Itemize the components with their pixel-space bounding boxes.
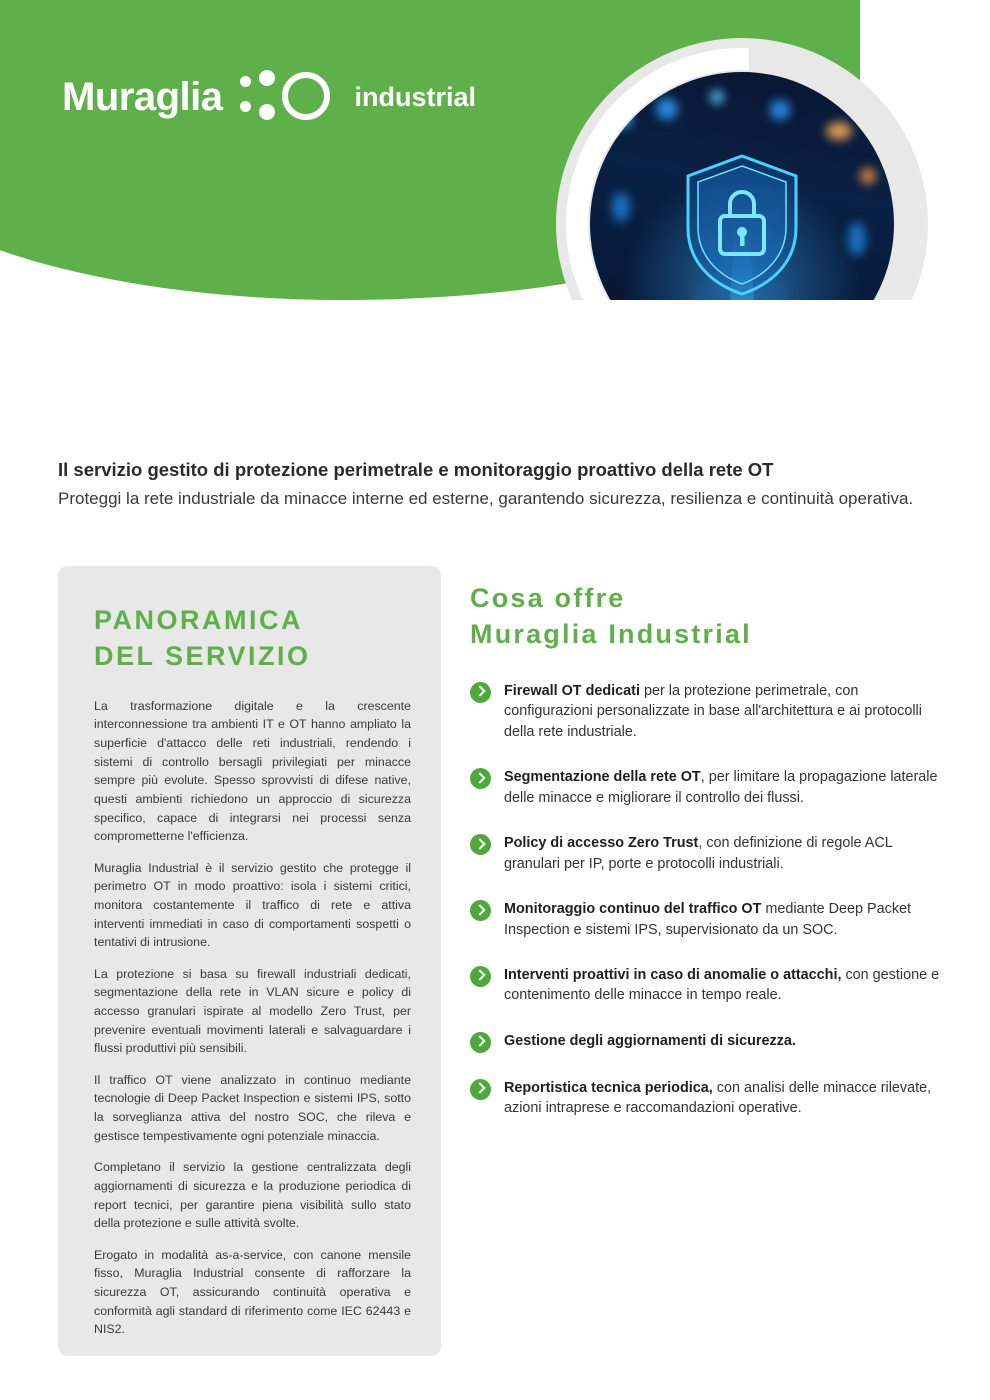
brand-lockup [62,68,476,126]
offer-column-title [470,580,940,653]
overview-title-line1: PANORAMICA [94,605,303,635]
overview-panel-body [94,697,411,1339]
list-item [470,1031,940,1053]
chevron-right-circle-icon [470,1079,491,1100]
brand-subtitle: industrial [354,81,476,112]
list-item-text [504,767,940,808]
list-item [470,681,940,742]
overview-paragraph: Il traffico OT viene analizzato in continuo mediante tecnologie di Deep Packet Inspection e sistemi IPS, sotto la sorveglianza attiva del nostro SOC, che rileva e gestisce tempestivamente ogni potenziale minaccia. [94,1072,411,1143]
offer-title-line2: Muraglia Industrial [470,619,752,650]
brand-name: Muraglia [62,74,223,119]
list-item-text [504,1031,796,1053]
overview-paragraph: Muraglia Industrial è il servizio gestito che protegge il perimetro OT in modo proattivo: isola i sistemi critici, monitora costantemente il traffico di rete e attiva interventi immediati in caso di comportamenti sospetti o tentativi di intrusione. [94,860,411,950]
list-item-text [504,899,940,940]
list-item-rest: , per limitare la propagazione laterale delle minacce e migliorare il controllo dei flussi. [504,769,938,806]
overview-paragraph: Erogato in modalità as-a-service, con canone mensile fisso, Muraglia Industrial consente di rafforzare la sicurezza OT, assicurando continuità operativa e conformità agli standard di riferimento come IEC 62443 e NIS2. [94,1247,411,1337]
header-band [0,0,990,300]
list-item-strong: Reportistica tecnica periodica, [504,1079,713,1096]
list-item-strong: Monitoraggio continuo del traffico OT [504,901,762,918]
overview-panel [58,566,441,1356]
chevron-right-circle-icon [470,900,491,921]
list-item-rest: con gestione e contenimento delle minacce in tempo reale. [504,966,940,1004]
list-item-rest: per la protezione perimetrale, con configurazioni personalizzate in base all'architettura e ai protocolli della rete industriale. [504,682,922,740]
list-item-strong: Gestione degli aggiornamenti di sicurezza. [504,1032,796,1049]
chevron-right-circle-icon [470,834,491,855]
list-item [470,965,940,1006]
list-item [470,1078,940,1119]
overview-panel-title [94,602,411,675]
overview-paragraph: La trasformazione digitale e la crescente interconnessione tra ambienti IT e OT hanno ampliato la superficie d'attacco delle reti industriali, rendendo i sistemi di controllo bersagli privilegiati per minacce sempre più evolute. Spesso sprovvisti di difese native, questi ambienti richiedono un approccio di sicurezza specifico, capace di integrarsi nei processi senza comprometterne l'efficienza. [94,698,411,844]
list-item-strong: Segmentazione della rete OT [504,769,701,786]
list-item-strong: Policy di accesso Zero Trust [504,835,699,852]
list-item-rest: , con definizione di regole ACL granulari per IP, porte e protocolli industriali. [504,835,893,872]
page-title: Il servizio gestito di protezione perimetrale e monitoraggio proattivo della rete OT [58,459,774,480]
list-item-text [504,965,940,1006]
overview-title-line2: DEL SERVIZIO [94,641,311,672]
overview-paragraph: Completano il servizio la gestione centralizzata degli aggiornamenti di sicurezza e la produzione periodica di report tecnici, per garantire piena visibilità sullo stato della protezione e sulle attività svolte. [94,1160,411,1231]
list-item-strong: Firewall OT dedicati [504,682,640,699]
intro-block [58,458,938,512]
chevron-right-circle-icon [470,682,491,703]
list-item-text [504,681,940,742]
offer-bullet-list [470,681,940,1119]
list-item-text [504,833,940,874]
chevron-right-circle-icon [470,966,491,987]
list-item-rest: con analisi delle minacce rilevate, azioni intraprese e raccomandazioni operative. [504,1079,932,1117]
muraglia-dots-circle-logo-icon [240,68,332,126]
list-item-rest: mediante Deep Packet Inspection e sistemi IPS, supervisionato da un SOC. [504,901,912,938]
list-item-text [504,1078,940,1119]
offer-title-line1: Cosa offre [470,583,626,613]
list-item [470,899,940,940]
offer-column [470,580,940,1144]
page-subtitle: Proteggi la rete industriale da minacce interne ed esterne, garantendo sicurezza, resilienza e continuità operativa. [58,488,914,508]
list-item-strong: Interventi proattivi in caso di anomalie o attacchi, [504,966,842,983]
overview-paragraph: La protezione si basa su firewall industriali dedicati, segmentazione della rete in VLAN sicure e policy di accesso granulari ispirate al modello Zero Trust, per prevenire eventuali movimenti laterali e salvaguardare i flussi produttivi più sensibili. [94,966,411,1056]
chevron-right-circle-icon [470,1032,491,1053]
list-item [470,833,940,874]
hero-photo-c-cutout [556,38,928,300]
list-item [470,767,940,808]
chevron-right-circle-icon [470,768,491,789]
hero-photo [556,38,928,300]
